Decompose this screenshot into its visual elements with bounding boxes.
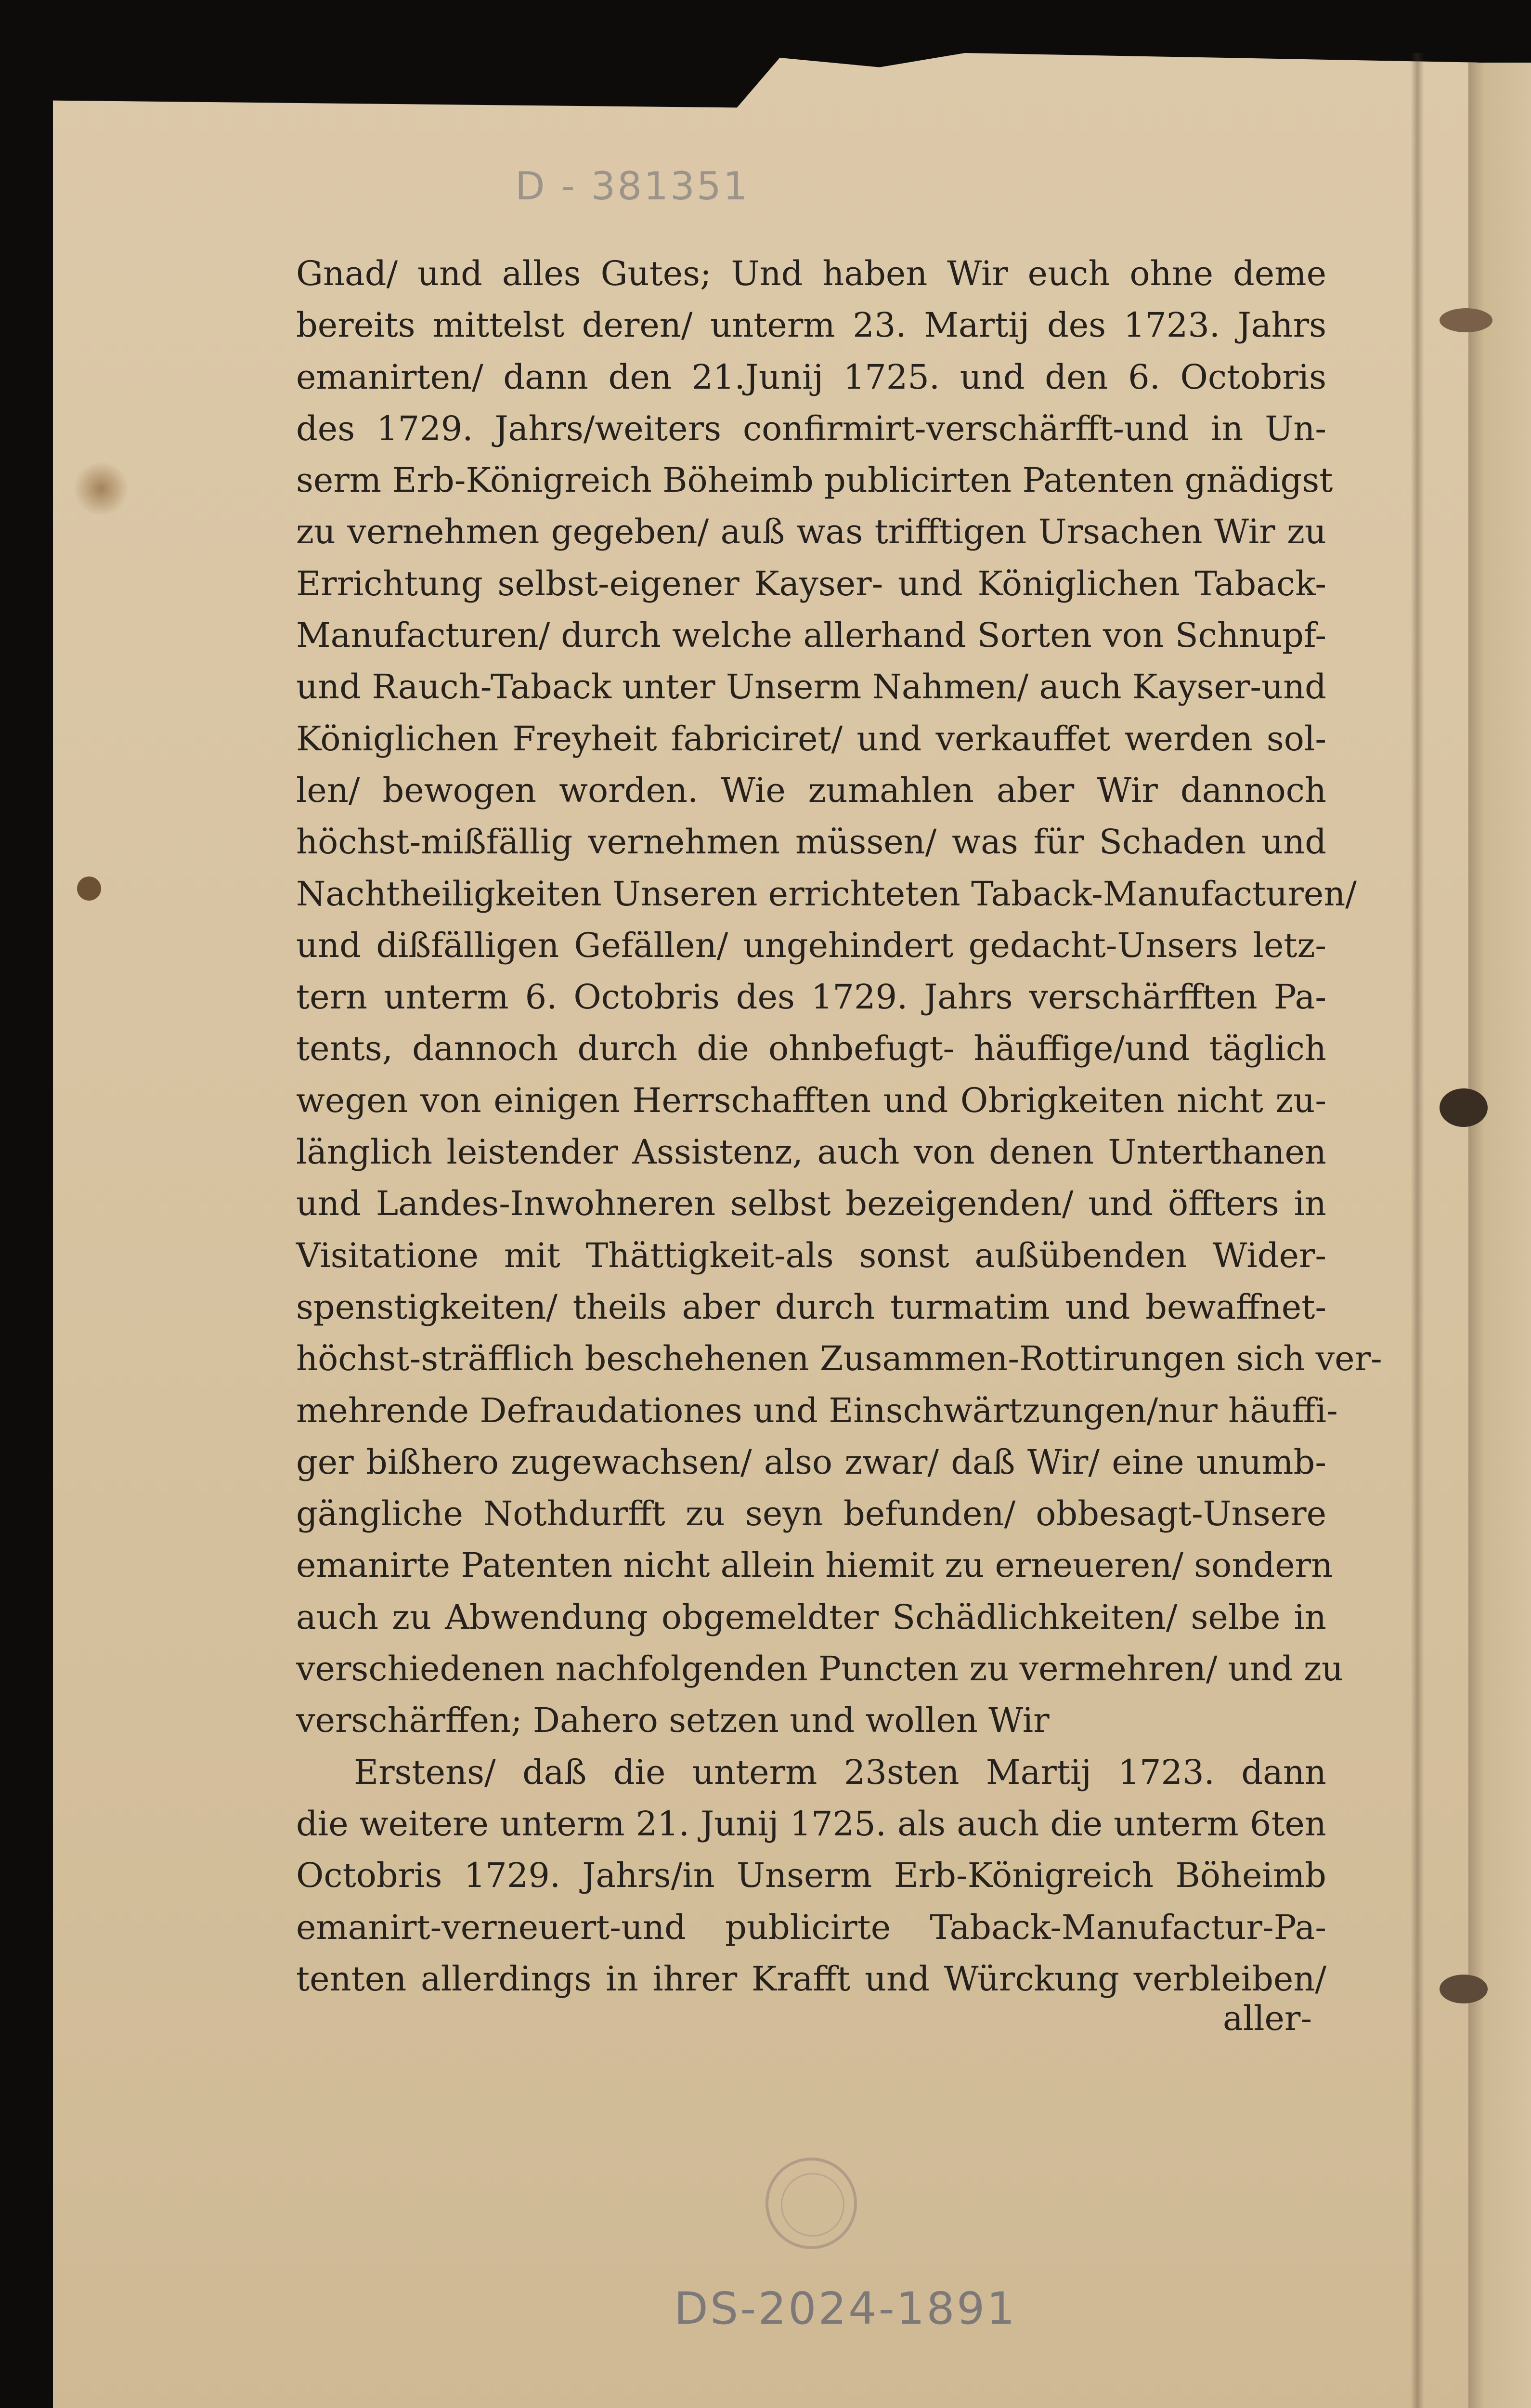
text-line: auch zu Abwendung obgemeldter Schädlichkeiten/ selbe in [296,1597,1326,1637]
shelfmark-pencil-note: D - 381351 [515,164,750,209]
text-line: und Rauch-Taback unter Unserm Nahmen/ auch Kayser-und [296,667,1326,707]
text-line: emanirten/ dann den 21.Junij 1725. und den 6. Octobris [296,357,1326,397]
text-line: tern unterm 6. Octobris des 1729. Jahrs verschärfften Pa- [296,977,1326,1017]
text-line: höchst-mißfällig vernehmen müssen/ was für Schaden und [296,822,1326,862]
body-text [296,248,1382,2005]
text-line: tents, dannoch durch die ohnbefugt- häuffige/und täglich [296,1029,1326,1069]
text-line: höchst-sträfflich beschehenen Zusammen-Rottirungen sich ver- [296,1339,1382,1379]
text-line: len/ bewogen worden. Wie zumahlen aber Wir dannoch [296,770,1326,810]
text-line: spenstigkeiten/ theils aber durch turmatim und bewaffnet- [296,1287,1326,1327]
text-line: zu vernehmen gegeben/ auß was trifftigen Ursachen Wir zu [296,512,1326,552]
text-line: und dißfälligen Gefällen/ ungehindert gedacht-Unsers letz- [296,925,1326,965]
adjacent-leaf-edge [1468,63,1531,2408]
text-line: Errichtung selbst-eigener Kayser- und Königlichen Taback- [296,563,1326,603]
text-line: Erstens/ daß die unterm 23sten Martij 1723. dann [354,1752,1326,1792]
text-line: emanirt-verneuert-und publicirte Taback-Manufactur-Pa- [296,1907,1326,1947]
binding-gutter [1411,53,1424,2408]
text-line: tenten allerdings in ihrer Krafft und Würckung verbleiben/ [296,1959,1326,1999]
text-line: wegen von einigen Herrschafften und Obrigkeiten nicht zu- [296,1080,1326,1120]
text-line: verschiedenen nachfolgenden Puncten zu vermehren/ und zu [296,1649,1343,1689]
paper-stain [72,462,130,515]
text-line: Manufacturen/ durch welche allerhand Sorten von Schnupf- [296,615,1326,655]
text-line: Visitatione mit Thättigkeit-als sonst außübenden Wider- [296,1235,1326,1275]
margin-mark [1440,308,1492,332]
text-line: Nachtheiligkeiten Unseren errichteten Taback-Manufacturen/ [296,874,1357,914]
catchword: aller- [1223,1999,1312,2038]
text-line: mehrende Defraudationes und Einschwärtzungen/nur häuffi- [296,1390,1338,1430]
text-line: länglich leistender Assistenz, auch von denen Unterthanen [296,1132,1326,1172]
text-line: und Landes-Inwohneren selbst bezeigenden/ und öffters in [296,1184,1326,1224]
text-line: ger bißhero zugewachsen/ also zwar/ daß Wir/ eine unumb- [296,1442,1326,1482]
margin-mark [1440,1975,1488,2003]
margin-mark [1440,1088,1488,1127]
inventory-pencil-note: DS-2024-1891 [674,2283,1017,2334]
text-line: Königlichen Freyheit fabriciret/ und verkauffet werden sol- [296,719,1326,759]
text-line: gängliche Nothdurfft zu seyn befunden/ obbesagt-Unsere [296,1494,1326,1534]
text-line: Gnad/ und alles Gutes; Und haben Wir euch ohne deme [296,254,1326,293]
text-line: serm Erb-Königreich Böheimb publicirten Patenten gnädigst [296,460,1333,500]
library-stamp [766,2158,857,2249]
text-line: emanirte Patenten nicht allein hiemit zu erneueren/ sondern [296,1545,1333,1585]
text-line: verschärffen; Dahero setzen und wollen Wir [296,1701,1050,1741]
ink-blot [77,877,101,901]
text-line: die weitere unterm 21. Junij 1725. als auch die unterm 6ten [296,1804,1326,1844]
text-line: des 1729. Jahrs/weiters confirmirt-verschärfft-und in Un- [296,408,1326,448]
text-line: bereits mittelst deren/ unterm 23. Martij des 1723. Jahrs [296,305,1326,345]
text-line: Octobris 1729. Jahrs/in Unserm Erb-Königreich Böheimb [296,1856,1326,1896]
